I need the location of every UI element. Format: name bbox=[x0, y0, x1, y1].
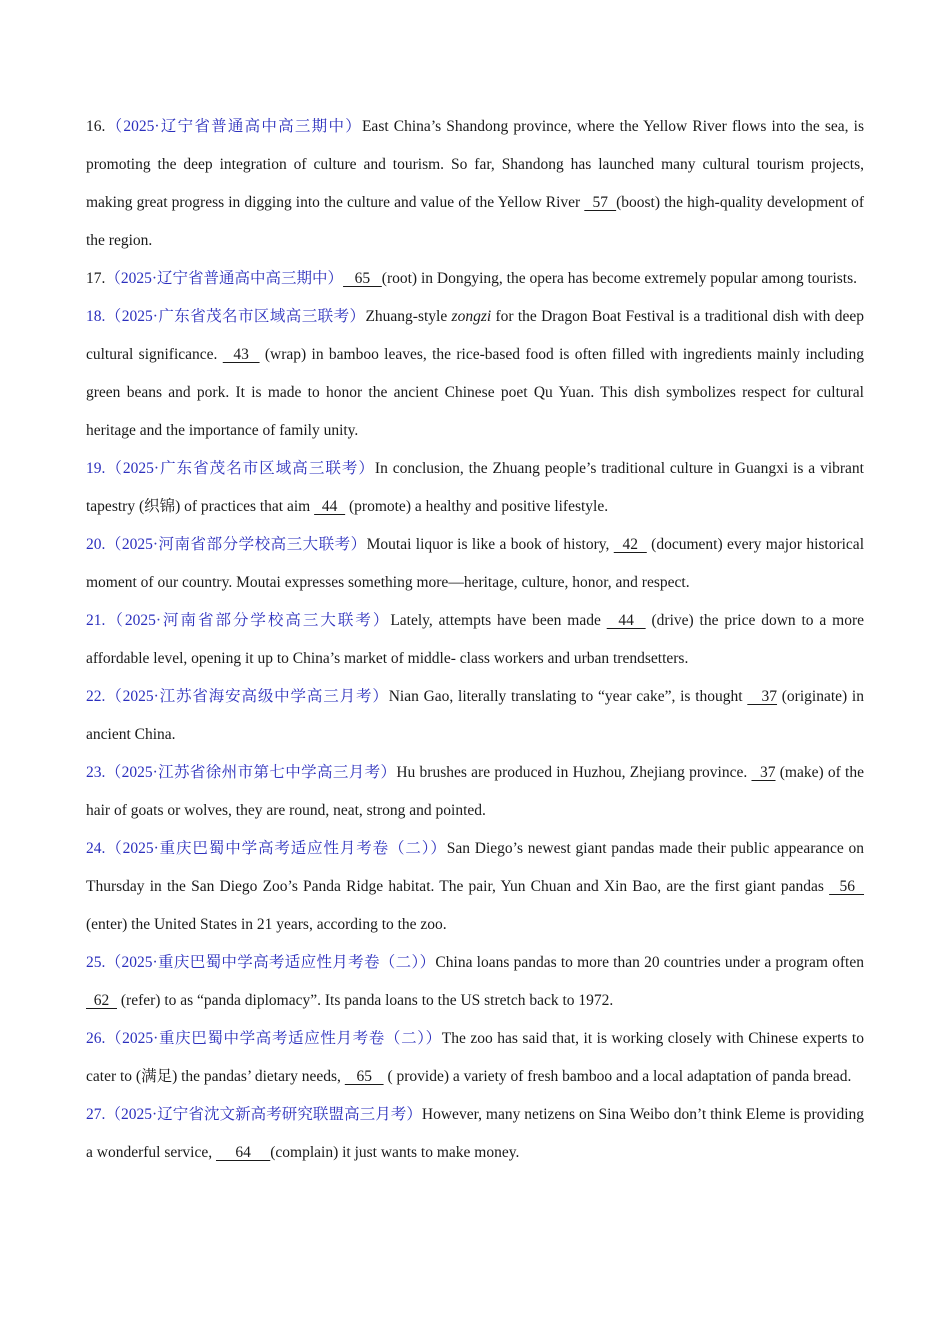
item-text: Hu brushes are produced in Huzhou, Zhejiang province. bbox=[396, 764, 752, 781]
exercise-item-18 bbox=[86, 298, 864, 450]
item-number: 18. bbox=[86, 308, 106, 325]
answer-blank: 65 bbox=[344, 1068, 384, 1085]
exercise-item-20 bbox=[86, 526, 864, 602]
exercise-item-17 bbox=[86, 260, 864, 298]
item-number: 24. bbox=[86, 840, 106, 857]
item-text: (enter) the United States in 21 years, according to the zoo. bbox=[86, 916, 447, 933]
item-source: （2025·江苏省徐州市第七中学高三月考） bbox=[105, 764, 397, 781]
item-text: ( provide) a variety of fresh bamboo and a local adaptation of panda bread. bbox=[383, 1068, 852, 1085]
item-source: （2025·重庆巴蜀中学高考适应性月考卷（二）） bbox=[105, 1030, 442, 1047]
item-number: 21. bbox=[86, 612, 106, 629]
item-text: (root) in Dongying, the opera has become extremely popular among tourists. bbox=[381, 270, 858, 287]
item-source: （2025·重庆巴蜀中学高考适应性月考卷（二）） bbox=[105, 954, 436, 971]
item-text: (wrap) in bamboo leaves, the rice-based food is often filled with ingredients mainly including green beans and pork. It is made to honor the ancient Chinese poet Qu Yuan. This dish symbolizes respect for cultural heritage and the importance of family unity. bbox=[86, 346, 864, 439]
exercise-item-21 bbox=[86, 602, 864, 678]
item-number: 26. bbox=[86, 1030, 106, 1047]
item-source: （2025·江苏省海安高级中学高三月考） bbox=[105, 688, 389, 705]
answer-blank: 43 bbox=[222, 346, 260, 363]
item-source: （2025·河南省部分学校高三大联考） bbox=[105, 536, 367, 553]
item-text: (originate) in ancient China. bbox=[86, 688, 864, 743]
item-text: zongzi bbox=[451, 308, 492, 325]
answer-blank: 42 bbox=[613, 536, 647, 553]
item-number: 19. bbox=[86, 460, 106, 477]
item-text: However, many netizens on Sina Weibo don’t think Eleme is providing a wonderful service, bbox=[86, 1106, 864, 1161]
exercise-item-16 bbox=[86, 108, 864, 260]
answer-blank: 64 bbox=[215, 1144, 271, 1161]
item-text: The zoo has said that, it is working closely with Chinese experts to cater to (满足) the pandas’ dietary needs, bbox=[86, 1030, 864, 1085]
item-number: 17. bbox=[86, 270, 106, 287]
item-number: 27. bbox=[86, 1106, 106, 1123]
item-text: (make) of the hair of goats or wolves, they are round, neat, strong and pointed. bbox=[86, 764, 864, 819]
answer-blank: 65 bbox=[343, 270, 382, 287]
item-text: (promote) a healthy and positive lifestyle. bbox=[345, 498, 609, 515]
item-source: （2025·河南省部分学校高三大联考） bbox=[105, 612, 391, 629]
item-source: （2025·辽宁省沈文新高考研究联盟高三月考） bbox=[105, 1106, 422, 1123]
answer-blank: 37 bbox=[751, 764, 776, 781]
item-text: (boost) the high-quality development of the region. bbox=[86, 194, 864, 249]
item-text: Lately, attempts have been made bbox=[390, 612, 607, 629]
item-text: In conclusion, the Zhuang people’s traditional culture in Guangxi is a vibrant tapestry (织锦) of practices that aim bbox=[86, 460, 864, 515]
item-text: East China’s Shandong province, where the Yellow River flows into the sea, is promoting the deep integration of culture and tourism. So far, Shandong has launched many cultural tourism projects, making great progress in digging into the culture and value of the Yellow River bbox=[86, 118, 864, 211]
answer-blank: 44 bbox=[314, 498, 346, 515]
item-source: （2025·辽宁省普通高中高三期中） bbox=[105, 270, 344, 287]
exercise-item-24 bbox=[86, 830, 864, 944]
item-text: Moutai liquor is like a book of history, bbox=[366, 536, 614, 553]
item-text: San Diego’s newest giant pandas made their public appearance on Thursday in the San Diego Zoo’s Panda Ridge habitat. The pair, Yun Chuan and Xin Bao, are the first giant pandas bbox=[86, 840, 864, 895]
exercise-item-27 bbox=[86, 1096, 864, 1172]
item-text: (complain) it just wants to make money. bbox=[270, 1144, 520, 1161]
item-source: （2025·辽宁省普通高中高三期中） bbox=[105, 118, 362, 135]
answer-blank: 56 bbox=[829, 878, 865, 895]
item-number: 16. bbox=[86, 118, 106, 135]
item-text: Zhuang-style bbox=[365, 308, 452, 325]
exercise-item-26 bbox=[86, 1020, 864, 1096]
item-text: China loans pandas to more than 20 countries under a program often bbox=[435, 954, 864, 971]
item-text: for the Dragon Boat Festival is a traditional dish with deep cultural significance. bbox=[86, 308, 864, 363]
answer-blank: 44 bbox=[606, 612, 646, 629]
item-source: （2025·重庆巴蜀中学高考适应性月考卷（二）） bbox=[105, 840, 447, 857]
item-text: (drive) the price down to a more affordable level, opening it up to China’s market of middle- class workers and urban trendsetters. bbox=[86, 612, 865, 667]
item-number: 25. bbox=[86, 954, 106, 971]
answer-blank: 62 bbox=[86, 992, 117, 1009]
answer-blank: 37 bbox=[747, 688, 778, 705]
item-source: （2025·广东省茂名市区域高三联考） bbox=[105, 308, 366, 325]
exercise-item-23 bbox=[86, 754, 864, 830]
item-number: 22. bbox=[86, 688, 106, 705]
exercise-list bbox=[86, 108, 864, 1172]
item-text: Nian Gao, literally translating to “year cake”, is thought bbox=[388, 688, 748, 705]
answer-blank: 57 bbox=[584, 194, 617, 211]
item-text: (document) every major historical moment of our country. Moutai expresses something more—heritage, culture, honor, and respect. bbox=[86, 536, 864, 591]
item-number: 23. bbox=[86, 764, 106, 781]
item-number: 20. bbox=[86, 536, 106, 553]
exercise-item-19 bbox=[86, 450, 864, 526]
exercise-item-25 bbox=[86, 944, 864, 1020]
item-source: （2025·广东省茂名市区域高三联考） bbox=[105, 460, 375, 477]
item-text: (refer) to as “panda diplomacy”. Its panda loans to the US stretch back to 1972. bbox=[117, 992, 614, 1009]
exercise-item-22 bbox=[86, 678, 864, 754]
